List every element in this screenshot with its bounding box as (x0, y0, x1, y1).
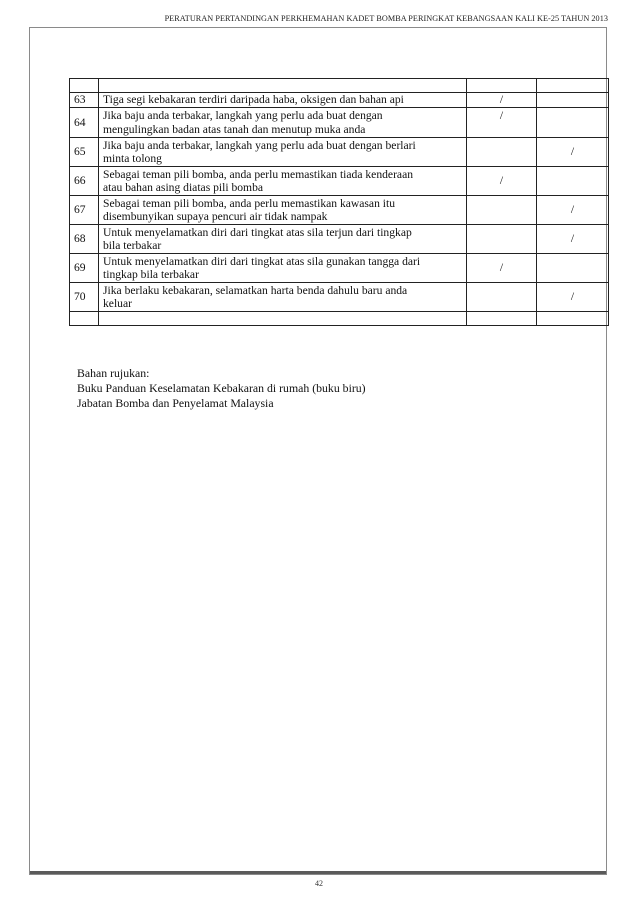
question-text: Jika berlaku kebakaran, selamatkan harta benda dahulu baru anda keluar (99, 283, 467, 312)
question-text: Sebagai teman pili bomba, anda perlu memastikan tiada kenderaan atau bahan asing diatas pili bomba (99, 167, 467, 196)
table-row (70, 225, 609, 254)
table-row-blank-bottom (70, 312, 609, 326)
table-row (70, 254, 609, 283)
question-text: Tiga segi kebakaran terdiri daripada haba, oksigen dan bahan api (99, 93, 467, 108)
answer-betul: / (467, 93, 537, 108)
answer-betul (467, 196, 537, 225)
answer-salah: / (537, 225, 609, 254)
question-text: Sebagai teman pili bomba, anda perlu memastikan kawasan itu disembunyikan supaya pencuri air tidak nampak (99, 196, 467, 225)
answer-betul (467, 138, 537, 167)
question-text: Jika baju anda terbakar, langkah yang perlu ada buat dengan berlari minta tolong (99, 138, 467, 167)
question-number: 63 (70, 93, 99, 108)
table-row (70, 196, 609, 225)
question-text: Untuk menyelamatkan diri dari tingkat atas sila gunakan tangga dari tingkap bila terbakar (99, 254, 467, 283)
table-row (70, 167, 609, 196)
answer-betul: / (467, 167, 537, 196)
answer-salah: / (537, 196, 609, 225)
answer-salah: / (537, 138, 609, 167)
question-number: 66 (70, 167, 99, 196)
page-number: 42 (315, 879, 323, 888)
answer-betul (467, 225, 537, 254)
references-section (77, 366, 366, 411)
question-number: 68 (70, 225, 99, 254)
question-number: 65 (70, 138, 99, 167)
question-text: Jika baju anda terbakar, langkah yang perlu ada buat dengan mengulingkan badan atas tanah dan menutup muka anda (99, 108, 467, 138)
table-row (70, 93, 609, 108)
question-number: 70 (70, 283, 99, 312)
table-row (70, 283, 609, 312)
references-heading: Bahan rujukan: (77, 366, 150, 380)
running-header: PERATURAN PERTANDINGAN PERKHEMAHAN KADET BOMBA PERINGKAT KEBANGSAAN KALI KE-25 TAHUN 2013 (164, 14, 608, 23)
table-row (70, 138, 609, 167)
answer-betul: / (467, 254, 537, 283)
answer-salah (537, 108, 609, 138)
question-text: Untuk menyelamatkan diri dari tingkat atas sila terjun dari tingkap bila terbakar (99, 225, 467, 254)
table-row-blank-top (70, 79, 609, 93)
question-number: 67 (70, 196, 99, 225)
true-false-table (69, 78, 609, 326)
reference-item: Jabatan Bomba dan Penyelamat Malaysia (77, 396, 274, 410)
answer-salah (537, 93, 609, 108)
table-row (70, 108, 609, 138)
question-number: 69 (70, 254, 99, 283)
answer-salah: / (537, 283, 609, 312)
answer-salah (537, 167, 609, 196)
question-number: 64 (70, 108, 99, 138)
reference-item: Buku Panduan Keselamatan Kebakaran di rumah (buku biru) (77, 381, 366, 395)
answer-salah (537, 254, 609, 283)
answer-betul: / (467, 108, 537, 138)
answer-betul (467, 283, 537, 312)
